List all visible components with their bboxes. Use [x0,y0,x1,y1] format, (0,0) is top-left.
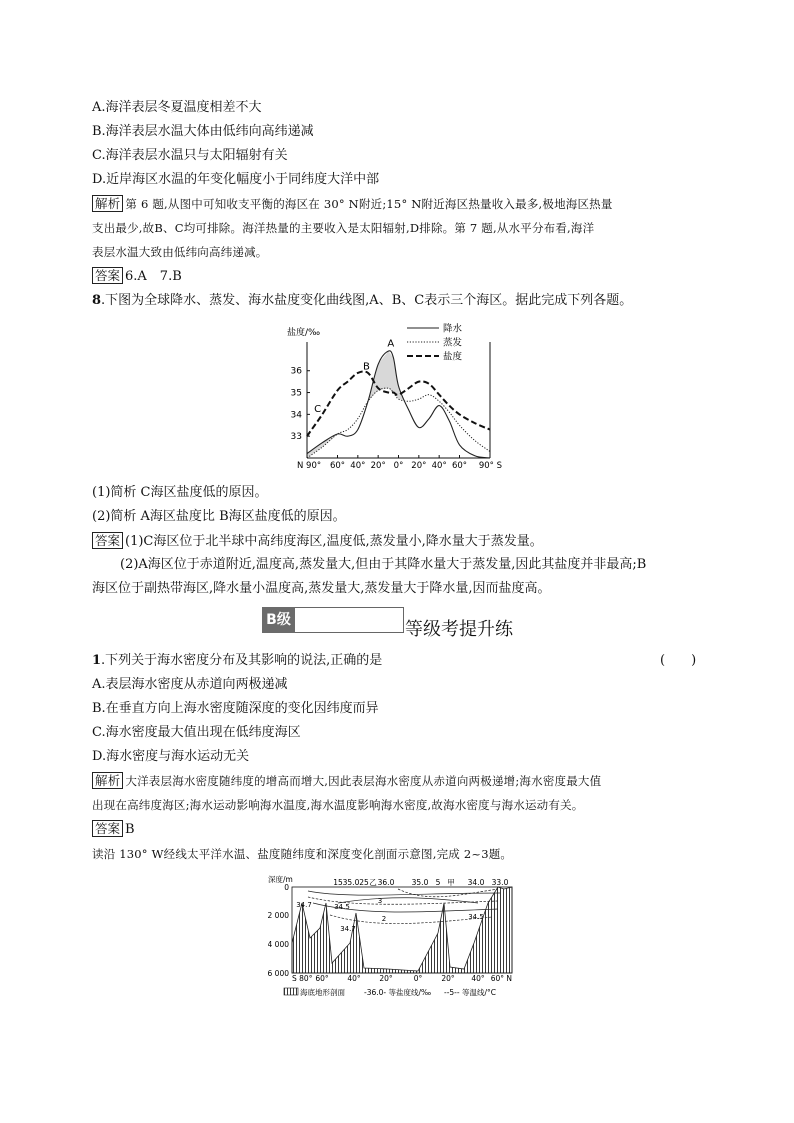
x-tick-label: 40° [347,974,361,983]
x-tick-label: 20° [370,461,386,471]
x-tick-label: 40° [350,461,366,471]
answer-8-2b: 海区位于副热带海区,降水量小温度高,蒸发量大,蒸发量大于降水量,因而盐度高。 [92,581,551,596]
y-tick-label: 35 [290,388,302,399]
y-tick-label: 4 000 [268,940,289,949]
label-b: B [362,361,370,373]
contour-label: 2 [381,915,387,923]
analysis-text-2: 支出最少,故B、C均可排除。海洋热量的主要收入是太阳辐射,D排除。第 7 题,从水平分布看,海洋 [92,221,595,235]
question-b1 [92,652,382,670]
y-axis-label: 深度/m [268,875,293,884]
option-a: A.表层海水密度从赤道向两极递减 [92,677,288,692]
intro-2-3: 读沿 130° W经线太平洋水温、盐度随纬度和深度变化剖面示意图,完成 2~3题。 [92,847,513,861]
isoline [338,898,478,903]
option-b: B.海洋表层水温大体由低纬向高纬递减 [92,124,314,139]
banner-title: 等级考提升练 [405,619,513,640]
salinity-chart [285,318,515,478]
label-a: A [387,338,395,350]
x-tick-label: S 80° [292,974,313,983]
question-8 [92,292,632,310]
top-label: 5 [435,878,441,887]
answer-8-1: (1)C海区位于北半球中高纬度海区,温度低,蒸发量小,降水量大于蒸发量。 [125,534,543,549]
ocean-profile-chart [268,873,530,1001]
x-tick-label: 60° [451,461,468,471]
salinity-line [307,371,490,436]
option-d: D.海水密度与海水运动无关 [92,749,250,764]
legend-swatch [284,988,298,995]
contour-label: 34.7 [340,925,356,933]
answer-block [92,267,182,286]
option-c: C.海水密度最大值出现在低纬度海区 [92,725,301,740]
analysis-tag: 解析 [92,772,123,789]
top-label: 34.0 [467,878,485,887]
answer-tag: 答案 [92,820,123,837]
answer-8-2a: (2)A海区位于赤道附近,温度高,蒸发量大,但由于其降水量大于蒸发量,因此其盐度并非最高;B [120,557,647,572]
top-label: 乙 [369,878,377,887]
analysis-block-2 [92,772,601,790]
analysis-text-3: 表层水温大致由低纬向高纬递减。 [92,245,268,259]
x-tick-label: 60° [315,974,329,983]
legend-label: 海底地形剖面 [300,988,345,997]
y-axis-label: 盐度/‰ [287,328,321,338]
option-a: A.海洋表层冬夏温度相差不大 [92,100,262,115]
analysis-tag: 解析 [92,195,123,212]
answer-tag: 答案 [92,267,123,284]
analysis-block [92,195,613,213]
x-tick-label: 20° [411,461,427,471]
label-c: C [314,404,322,416]
question-stem: .下列关于海水密度分布及其影响的说法,正确的是 [101,653,383,668]
question-number: 8 [92,293,102,308]
x-tick-label: 40° [471,974,485,983]
analysis2-text-2: 出现在高纬度海区;海水运动影响海水温度,海水温度影响海水密度,故海水密度与海水运动有关。 [92,798,584,812]
option-c: C.海洋表层水温只与太阳辐射有关 [92,148,288,163]
answer-bracket: ( ) [660,653,697,668]
analysis2-text-1: 大洋表层海水密度随纬度的增高而增大,因此表层海水密度从赤道向两极递增;海水密度最大值 [125,774,602,788]
contour-label: 34.5 [334,903,350,911]
x-tick-label: 0° [393,461,404,471]
y-tick-label: 0 [284,883,289,892]
x-tick-label: 20° [441,974,455,983]
top-label: 35.0 [411,878,429,887]
y-tick-label: 33 [290,432,302,443]
answer-block-3 [92,820,135,839]
sub-question-1: (1)简析 C海区盐度低的原因。 [92,485,268,500]
x-tick-label: 40° [431,461,447,471]
top-label: 15 [333,878,343,887]
top-label: 36.0 [377,878,395,887]
legend-label: 蒸发 [443,337,463,349]
x-tick-label: 60° N [490,974,512,983]
seafloor-profile [292,887,512,973]
top-label: 35.0 [342,878,360,887]
y-tick-label: 36 [290,366,302,377]
answer-block-2 [92,532,543,551]
option-b: B.在垂直方向上海水密度随深度的变化因纬度而异 [92,701,379,716]
level-badge: B级 [262,607,295,633]
answer-tag: 答案 [92,532,123,549]
contour-label: 34.5 [468,913,484,921]
precipitation-line [307,351,490,458]
question-stem: .下图为全球降水、蒸发、海水盐度变化曲线图,A、B、C表示三个海区。据此完成下列各题。 [101,293,633,308]
y-tick-label: 6 000 [268,969,289,978]
x-tick-label: 0° [413,974,423,983]
top-label: 甲 [447,878,455,887]
x-tick-label: 20° [379,974,393,983]
legend-label: 盐度 [443,351,463,363]
answer-text: 6.A 7.B [125,269,182,284]
y-tick-label: 2 000 [268,911,289,920]
analysis-text-1: 第 6 题,从图中可知收支平衡的海区在 30° N附近;15° N附近海区热量收入最多,极地海区热量 [125,197,613,211]
sub-question-2: (2)简析 A海区盐度比 B海区盐度低的原因。 [92,509,346,524]
option-d: D.近岸海区水温的年变化幅度小于同纬度大洋中部 [92,172,380,187]
x-tick-label: 60° [329,461,346,471]
contour-label: 3 [377,897,383,905]
answer-text: B [125,822,135,837]
contour-label: 34.7 [296,901,312,909]
legend-label: 降水 [443,323,463,335]
y-tick-label: 34 [290,410,302,421]
top-label: 25 [359,878,369,887]
question-number: 1 [92,653,102,668]
x-tick-label: 90° S [478,461,502,471]
legend-label: -36.0- 等盐度线/‰ [364,988,432,997]
x-tick-label: N 90° [297,461,322,471]
legend-label: --5-- 等温线/°C [444,988,496,997]
top-label: 33.0 [491,878,509,887]
